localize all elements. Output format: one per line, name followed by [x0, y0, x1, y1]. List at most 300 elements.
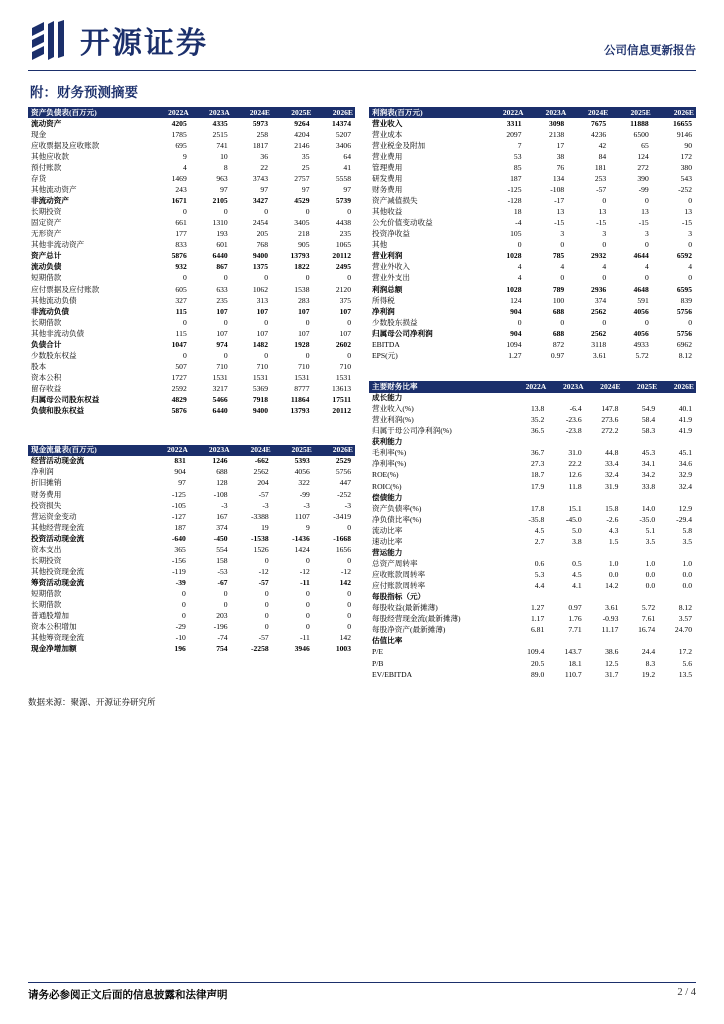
table-row	[28, 151, 355, 162]
row-value: -35.8	[528, 514, 545, 524]
table-row	[369, 306, 696, 317]
row-label: 每股收益(最新摊薄)	[372, 603, 438, 613]
row-label: 估值比率	[372, 636, 403, 646]
row-value: 7	[517, 140, 522, 150]
row-value: 2562	[591, 306, 607, 316]
row-value: 33.8	[641, 481, 656, 491]
row-value: 0	[306, 600, 310, 610]
row-value: 0	[688, 240, 692, 250]
row-value: 5393	[294, 456, 310, 466]
table-row	[28, 489, 355, 500]
row-value: 0	[347, 622, 351, 632]
row-value: 1.0	[608, 558, 619, 568]
row-label: EBITDA	[372, 339, 400, 349]
row-label: 研发费用	[372, 173, 403, 183]
row-label: 营业费用	[372, 151, 403, 161]
row-value: 1047	[171, 339, 187, 349]
row-value: 4	[602, 262, 607, 272]
row-value: 2495	[335, 262, 351, 272]
row-value: 5.72	[641, 603, 656, 613]
row-value: 187	[174, 522, 186, 532]
row-value: 31.9	[605, 481, 619, 491]
table-row	[28, 295, 355, 306]
table-row	[28, 644, 355, 655]
row-value: -1538	[250, 533, 269, 543]
row-label: 归属母公司净利润	[372, 328, 433, 338]
row-value: 0	[182, 589, 186, 599]
table-row	[28, 306, 355, 317]
row-value: 380	[680, 162, 692, 172]
table-row	[28, 467, 355, 478]
row-label: 其他流动负债	[31, 295, 77, 305]
row-value: 3	[688, 229, 692, 239]
row-value: 2.7	[534, 536, 545, 546]
row-label: 少数股东权益	[31, 350, 77, 360]
row-value: 3743	[252, 173, 268, 183]
column-header: 2026E	[659, 381, 696, 392]
row-value: 2138	[549, 129, 565, 139]
row-value: 8.12	[678, 350, 692, 360]
table-row	[28, 589, 355, 600]
row-label: 预付账款	[31, 162, 62, 172]
row-value: 8777	[294, 384, 310, 394]
row-value: 3	[602, 229, 607, 239]
row-value: 0	[688, 273, 692, 283]
row-value: -45.0	[565, 514, 582, 524]
row-value: 31.0	[568, 448, 582, 458]
row-value: 0	[688, 196, 692, 206]
row-value: 3.57	[678, 614, 692, 624]
table-row	[369, 492, 696, 503]
row-value: 13.8	[530, 404, 545, 414]
row-value	[586, 437, 623, 448]
row-value: 554	[216, 544, 228, 554]
row-value: 204	[257, 478, 269, 488]
row-label: 非流动资产	[31, 196, 69, 206]
row-value	[622, 547, 659, 558]
row-value: 253	[594, 173, 607, 183]
table-row	[28, 339, 355, 350]
row-value: 53	[513, 151, 522, 161]
row-value: 5466	[212, 395, 228, 405]
row-value: 13	[684, 207, 692, 217]
row-value: 4.5	[534, 525, 545, 535]
row-value: 1028	[506, 284, 522, 294]
row-value: -57	[258, 578, 269, 588]
row-value: 5.72	[635, 350, 649, 360]
row-value: -2.6	[606, 514, 619, 524]
row-value: -15	[638, 218, 649, 228]
row-value: 58.3	[641, 426, 656, 436]
row-value: 4.5	[572, 570, 582, 580]
row-value: 1727	[171, 373, 187, 383]
row-label: ROIC(%)	[372, 481, 402, 491]
row-value	[659, 437, 696, 448]
row-value	[659, 393, 696, 404]
table-row	[369, 481, 696, 492]
row-value: 18.7	[530, 470, 545, 480]
column-header: 资产负债表(百万元)	[28, 107, 150, 118]
table-row	[28, 229, 355, 240]
table-row	[369, 614, 696, 625]
column-header: 主要财务比率	[369, 381, 511, 392]
row-value: 0	[305, 317, 310, 327]
row-label: 其他非流动资产	[31, 240, 85, 250]
table-row	[28, 600, 355, 611]
row-value: 0	[182, 317, 187, 327]
row-value: 688	[216, 467, 228, 477]
row-value: 768	[256, 240, 268, 250]
row-value: 17511	[332, 395, 351, 405]
row-value: 218	[298, 229, 310, 239]
row-value: 390	[637, 173, 649, 183]
row-value: 0	[347, 522, 351, 532]
column-header: 2023A	[191, 107, 232, 118]
row-value: 0	[347, 273, 351, 283]
row-value: 13793	[290, 406, 310, 416]
row-value: 1375	[252, 262, 268, 272]
row-label: 资本支出	[31, 544, 62, 554]
row-value: 1003	[335, 644, 351, 654]
balance-sheet-table	[28, 107, 355, 417]
brand-name: 开源证券	[80, 27, 208, 60]
row-value: 1.0	[682, 558, 692, 568]
row-value: 872	[552, 339, 565, 349]
row-label: 每股经营现金流(最新摊薄)	[372, 614, 461, 624]
row-value: -15	[596, 218, 607, 228]
row-value: 38	[556, 151, 565, 161]
row-value: 0.0	[682, 581, 692, 591]
row-label: 归属于母公司净利润(%)	[372, 426, 452, 436]
row-label: 获利能力	[372, 437, 403, 447]
row-value: 1817	[252, 140, 268, 150]
row-label: ROE(%)	[372, 470, 399, 480]
row-value: 32.4	[605, 470, 619, 480]
row-value: 3406	[335, 140, 351, 150]
row-value: 741	[216, 140, 228, 150]
row-value: 235	[339, 229, 351, 239]
row-value: 4056	[633, 328, 649, 338]
row-value: 3.8	[572, 536, 582, 546]
row-value: 0	[602, 240, 607, 250]
row-value: -125	[507, 184, 522, 194]
table-row	[369, 240, 696, 251]
row-value: 34.2	[641, 470, 656, 480]
row-value: 661	[175, 218, 187, 228]
row-value	[548, 393, 585, 404]
table-row	[28, 395, 355, 406]
row-value: 1531	[294, 373, 310, 383]
row-value: 0	[223, 589, 228, 599]
row-value: 0	[644, 196, 649, 206]
row-value: 36	[260, 151, 268, 161]
income-statement-table-wrap	[369, 107, 696, 361]
row-value: 20112	[332, 406, 351, 416]
row-value: 313	[256, 295, 268, 305]
row-value: 785	[552, 251, 565, 261]
row-label: 经营活动现金流	[31, 456, 85, 466]
row-value: 0	[264, 207, 268, 217]
row-value: 36.7	[530, 448, 545, 458]
row-label: 投资损失	[31, 500, 62, 510]
row-label: 投资活动现金流	[31, 533, 85, 543]
row-value: -57	[258, 489, 269, 499]
row-label: 营运能力	[372, 547, 403, 557]
table-row	[28, 533, 355, 544]
table-row	[369, 525, 696, 536]
row-value: 322	[298, 478, 310, 488]
row-value: -67	[217, 578, 228, 588]
cash-flow-table-wrap	[28, 445, 355, 655]
row-value: -99	[299, 489, 310, 499]
row-value: 18.1	[568, 658, 582, 668]
row-label: 其他收益	[372, 207, 403, 217]
row-value: 0	[347, 207, 351, 217]
row-value: -0.93	[602, 614, 619, 624]
row-label: 负债和股东权益	[31, 406, 85, 416]
row-value: 15.8	[605, 503, 619, 513]
table-row	[369, 558, 696, 569]
row-value: 107	[256, 328, 268, 338]
row-value: 2932	[591, 251, 607, 261]
row-value: 5.3	[534, 570, 545, 580]
table-row	[28, 273, 355, 284]
row-label: 净负债比率(%)	[372, 514, 422, 524]
row-value: 1656	[335, 544, 351, 554]
table-row	[28, 218, 355, 229]
row-value: 15.1	[568, 503, 582, 513]
row-value: -662	[254, 456, 269, 466]
table-row	[28, 544, 355, 555]
row-value: 4	[517, 262, 522, 272]
table-row	[28, 284, 355, 295]
row-value: 688	[552, 306, 565, 316]
row-value: 1065	[335, 240, 351, 250]
row-label: 其他非流动负债	[31, 328, 85, 338]
row-value: 0	[264, 622, 269, 632]
row-value: 0.5	[572, 558, 582, 568]
table-row	[369, 536, 696, 547]
row-value: 17.2	[678, 647, 692, 657]
row-value: 64	[343, 151, 351, 161]
row-value: 97	[343, 184, 351, 194]
column-header: 2025E	[273, 445, 314, 456]
table-row	[369, 426, 696, 437]
row-value: 6440	[212, 251, 228, 261]
row-value: 97	[260, 184, 268, 194]
table-row	[28, 478, 355, 489]
row-value: 904	[510, 328, 522, 338]
row-value: 3427	[252, 196, 268, 206]
row-value: -640	[171, 533, 186, 543]
row-value: 235	[216, 295, 228, 305]
row-value: 0	[688, 317, 692, 327]
row-value: 1822	[294, 262, 310, 272]
row-value: 18	[513, 207, 522, 217]
row-value: 0.6	[534, 558, 545, 568]
column-header: 2022A	[150, 107, 191, 118]
table-row	[369, 218, 696, 229]
row-label: 营业外收入	[372, 262, 410, 272]
row-label: 成长能力	[372, 393, 403, 403]
column-header: 2025E	[622, 381, 659, 392]
row-value: 45.1	[678, 448, 692, 458]
row-value: 4056	[633, 306, 649, 316]
row-value: 447	[339, 478, 351, 488]
row-value: 19.2	[641, 669, 656, 679]
row-value: 107	[298, 306, 310, 316]
row-value	[586, 592, 623, 603]
row-value: 5876	[171, 251, 187, 261]
row-value: 35	[301, 151, 310, 161]
row-value: 283	[298, 295, 310, 305]
row-label: 营业税金及附加	[372, 140, 426, 150]
row-value: -15	[681, 218, 692, 228]
row-value: 196	[174, 644, 186, 654]
table-row	[369, 603, 696, 614]
row-value: 2529	[335, 456, 351, 466]
row-value: 128	[216, 478, 228, 488]
row-value: 0	[347, 350, 351, 360]
row-value: 187	[510, 173, 522, 183]
logo-mark-icon	[28, 20, 72, 60]
row-value: 5756	[676, 306, 692, 316]
row-value: 4648	[633, 284, 649, 294]
table-row	[369, 339, 696, 350]
row-value: -252	[337, 489, 351, 499]
row-value: 3.61	[592, 350, 607, 360]
row-value: 0	[182, 273, 187, 283]
row-value: 205	[256, 229, 268, 239]
row-value: 0	[306, 589, 310, 599]
table-row	[369, 647, 696, 658]
row-value: 16.74	[638, 625, 656, 635]
row-value: 1310	[212, 218, 228, 228]
page-header	[28, 0, 696, 62]
row-value: 0	[182, 611, 186, 621]
row-label: 固定资产	[31, 218, 62, 228]
row-value	[622, 437, 659, 448]
row-value: 2757	[294, 173, 310, 183]
table-row	[369, 251, 696, 262]
row-value	[511, 636, 548, 647]
table-row	[28, 184, 355, 195]
row-label: 其他应收款	[31, 151, 69, 161]
table-row	[369, 514, 696, 525]
column-header: 2024E	[232, 107, 272, 118]
row-value: 4	[644, 262, 649, 272]
row-value: 0	[305, 207, 310, 217]
row-value: 710	[216, 361, 228, 371]
table-row	[28, 384, 355, 395]
row-value: 5756	[335, 467, 351, 477]
row-value: 3.5	[645, 536, 656, 546]
table-row	[369, 229, 696, 240]
ratios-table	[369, 381, 696, 680]
row-value: 0	[347, 555, 351, 565]
row-value: 97	[178, 478, 186, 488]
row-value: 41.9	[678, 426, 692, 436]
row-value: -3	[221, 500, 228, 510]
row-value	[511, 437, 548, 448]
row-value: 8	[223, 162, 228, 172]
row-value: 3098	[549, 118, 565, 128]
table-row	[369, 448, 696, 459]
table-row	[369, 404, 696, 415]
row-value: 1469	[171, 173, 187, 183]
row-value: 4644	[633, 251, 649, 261]
row-value	[622, 592, 659, 603]
table-row	[369, 151, 696, 162]
row-value: -23.8	[565, 426, 582, 436]
row-value: 7675	[591, 118, 607, 128]
row-value: 13613	[332, 384, 351, 394]
row-value: 243	[175, 184, 187, 194]
column-header: 2026E	[653, 107, 696, 118]
row-value: 142	[339, 633, 351, 643]
row-label: 负债合计	[31, 339, 62, 349]
row-value: 177	[175, 229, 187, 239]
row-value: 3.61	[605, 603, 619, 613]
row-value: 1785	[171, 129, 187, 139]
row-value: 107	[216, 328, 228, 338]
row-value	[586, 636, 623, 647]
cash-flow-table	[28, 445, 355, 655]
row-value: 44.8	[605, 448, 619, 458]
header-divider	[28, 70, 696, 71]
row-value: 3118	[591, 339, 607, 349]
column-header: 2024E	[586, 381, 623, 392]
row-value: 1.0	[645, 558, 656, 568]
row-value: 33.4	[605, 459, 619, 469]
row-value: 258	[256, 129, 268, 139]
row-value: 22	[260, 162, 268, 172]
table-row	[369, 669, 696, 680]
table-row	[369, 118, 696, 129]
row-value: 17.9	[530, 481, 545, 491]
row-value: -29	[175, 622, 186, 632]
table-row	[28, 118, 355, 129]
row-value: 1538	[294, 284, 310, 294]
row-value: 6.81	[530, 625, 545, 635]
row-value: 172	[680, 151, 692, 161]
row-value: -57	[258, 633, 269, 643]
row-label: 流动比率	[372, 525, 403, 535]
row-value: -2258	[250, 644, 269, 654]
row-value: 0	[644, 317, 649, 327]
row-value: 13793	[290, 251, 310, 261]
income-statement-table	[369, 107, 696, 361]
row-label: 偿债能力	[372, 492, 403, 502]
row-value: 4829	[171, 395, 187, 405]
row-value: 31.7	[605, 669, 619, 679]
row-value: 1424	[294, 544, 310, 554]
row-value: 2936	[591, 284, 607, 294]
table-row	[28, 500, 355, 511]
row-label: 无形资产	[31, 229, 62, 239]
table-header-row	[28, 445, 355, 456]
row-value: 12.9	[678, 503, 692, 513]
row-label: 公允价值变动收益	[372, 218, 433, 228]
row-value: 974	[216, 339, 228, 349]
row-value: 1107	[294, 511, 310, 521]
row-label: 留存收益	[31, 384, 62, 394]
row-value: 0	[264, 555, 269, 565]
row-value: 5207	[335, 129, 351, 139]
row-label: EV/EBITDA	[372, 669, 413, 679]
row-value: 1028	[506, 251, 522, 261]
row-value: 124	[637, 151, 649, 161]
